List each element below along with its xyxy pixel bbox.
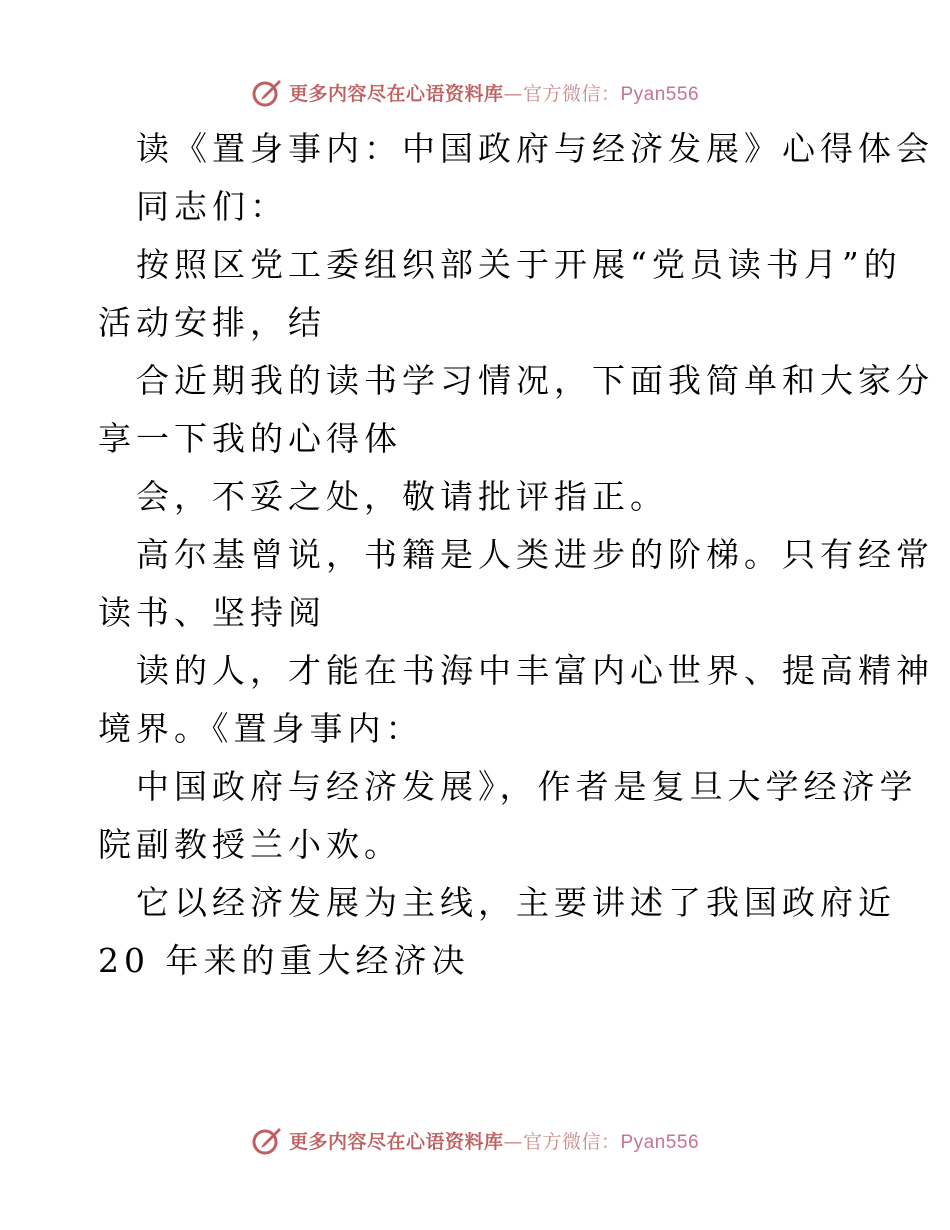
text-line: 中国政府与经济发展》，作者是复旦大学经济学 [136,767,918,806]
banner-account: Pyan556 [620,83,700,105]
text-line: 院副教授兰小欢。 [98,825,402,864]
text-line: 20 年来的重大经济决 [98,941,470,980]
banner-account: Pyan556 [620,1131,700,1153]
text-line: 境界。《置身事内： [98,709,424,748]
text-line: 会，不妥之处，敬请批评指正。 [136,477,668,516]
text-line: 按照区党工委组织部关于开展“党员读书月”的 [136,245,902,284]
document-body [98,120,934,990]
banner-text [289,1127,699,1154]
text-line: 它以经济发展为主线，主要讲述了我国政府近 [136,883,896,922]
header-banner [0,72,950,112]
banner-dash: — [503,1130,523,1153]
text-line: 活动安排，结 [98,303,326,342]
quill-pen-logo-icon [251,76,283,108]
document-title: 读《置身事内：中国政府与经济发展》心得体会 [136,129,934,168]
banner-wechat-label: 官方微信： [522,1130,621,1153]
banner-dash: — [503,82,523,105]
quill-pen-logo-icon [251,1124,283,1156]
banner-wechat-label: 官方微信： [522,82,621,105]
footer-banner [0,1120,950,1160]
salutation: 同志们： [136,187,288,226]
banner-text [289,79,699,106]
text-line: 合近期我的读书学习情况，下面我简单和大家分 [136,361,934,400]
banner-site-name: 更多内容尽在心语资料库 [288,82,504,105]
text-line: 读书、坚持阅 [98,593,326,632]
text-line: 读的人，才能在书海中丰富内心世界、提高精神 [136,651,934,690]
text-line: 高尔基曾说，书籍是人类进步的阶梯。只有经常 [136,535,934,574]
banner-site-name: 更多内容尽在心语资料库 [288,1130,504,1153]
text-line: 享一下我的心得体 [98,419,402,458]
